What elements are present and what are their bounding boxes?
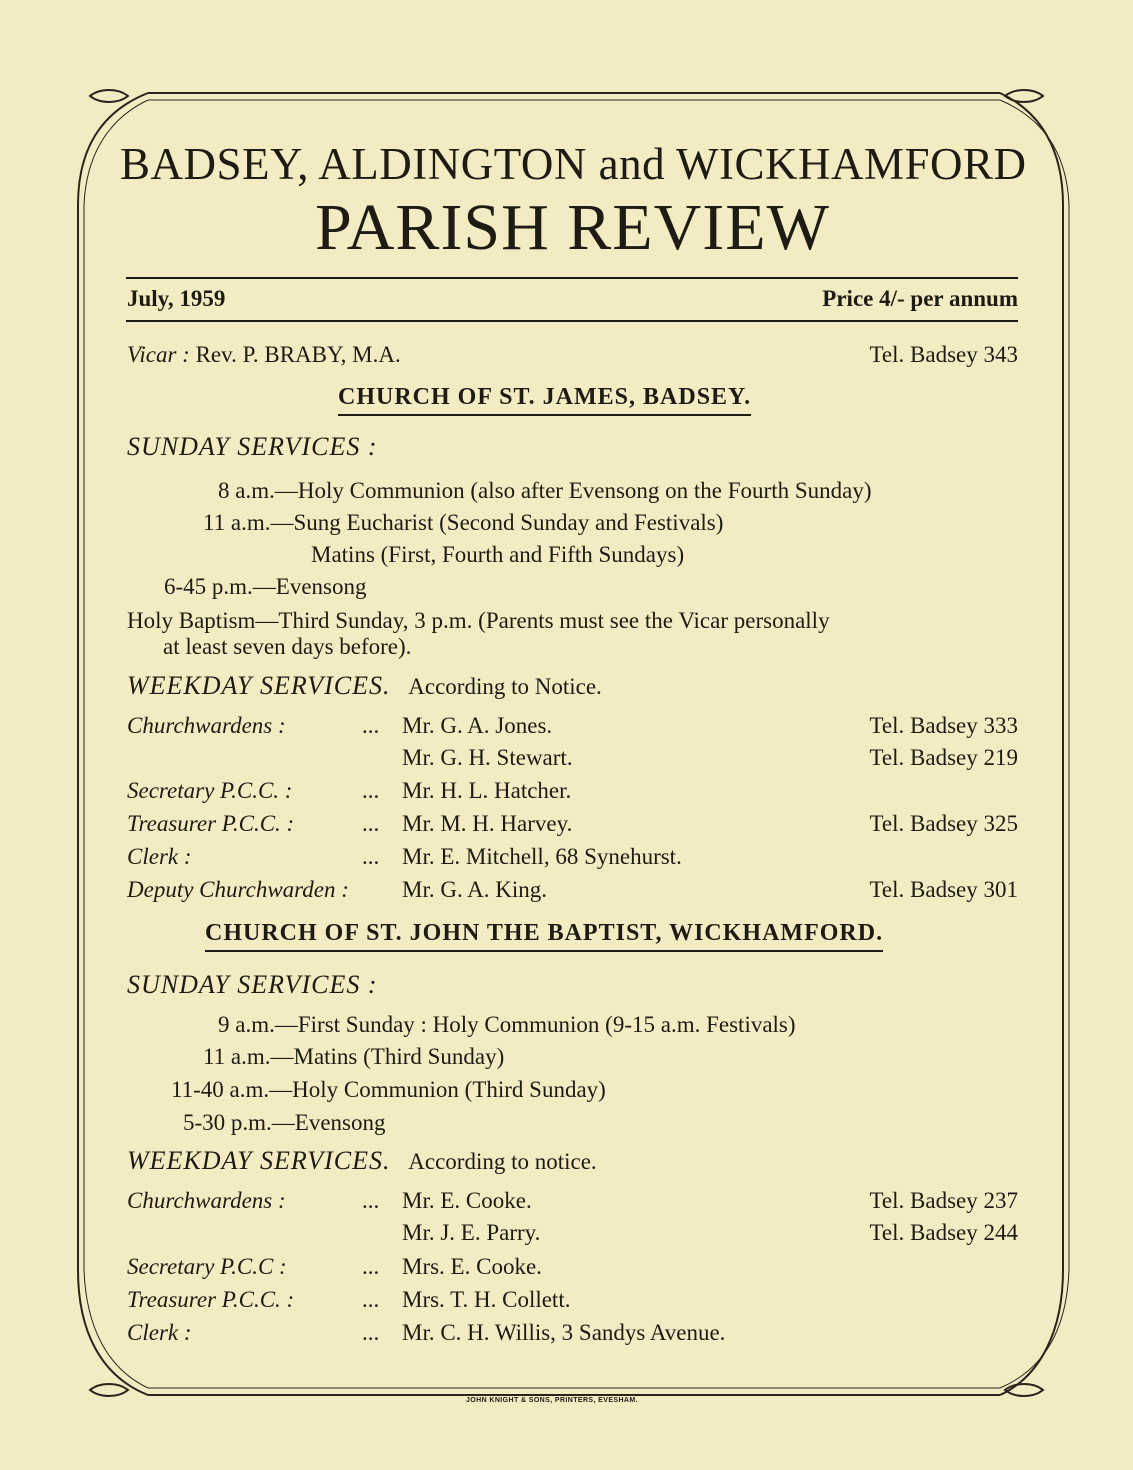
officer-name: Mrs. E. Cooke. — [402, 1254, 542, 1279]
wickhamford-service: 5-30 p.m.—Evensong — [183, 1110, 386, 1135]
officer-tel: Tel. Badsey 237 — [869, 1188, 1018, 1213]
wickhamford-service: 11 a.m.—Matins (Third Sunday) — [203, 1044, 505, 1069]
badsey-service: Matins (First, Fourth and Fifth Sundays) — [311, 542, 685, 567]
officer-name: Mrs. T. H. Collett. — [402, 1287, 571, 1312]
vicar-role: Vicar : — [127, 342, 190, 367]
badsey-heading: CHURCH OF ST. JAMES, BADSEY. — [338, 384, 751, 416]
officer-dots: ... — [362, 1188, 380, 1213]
badsey-baptism: Holy Baptism—Third Sunday, 3 p.m. (Parents must see the Vicar personally — [127, 608, 830, 633]
vicar-tel: Tel. Badsey 343 — [869, 342, 1018, 367]
officer-role: Treasurer P.C.C. : — [127, 1287, 295, 1312]
officer-name: Mr. C. H. Willis, 3 Sandys Avenue. — [402, 1320, 726, 1345]
badsey-service: 8 a.m.—Holy Communion (also after Evensong on the Fourth Sunday) — [218, 478, 872, 503]
officer-dots: ... — [362, 1287, 380, 1312]
wickhamford-sunday-label: SUNDAY SERVICES : — [127, 970, 378, 999]
officer-tel: Tel. Badsey 333 — [869, 713, 1018, 738]
price: Price 4/- per annum — [822, 286, 1018, 311]
officer-dots: ... — [362, 778, 380, 803]
badsey-sunday-label: SUNDAY SERVICES : — [127, 432, 378, 461]
vicar-name: Rev. P. BRABY, M.A. — [195, 342, 401, 367]
wickhamford-service: 9 a.m.—First Sunday : Holy Communion (9-15 a.m. Festivals) — [218, 1012, 796, 1037]
officer-tel: Tel. Badsey 301 — [869, 877, 1018, 902]
officer-dots: ... — [362, 811, 380, 836]
wickhamford-weekday-label: WEEKDAY SERVICES. — [127, 1146, 391, 1175]
officer-name: Mr. J. E. Parry. — [402, 1220, 541, 1245]
wickhamford-weekday — [127, 1147, 597, 1175]
wickhamford-service: 11-40 a.m.—Holy Communion (Third Sunday) — [171, 1077, 606, 1102]
officer-role: Clerk : — [127, 1320, 192, 1345]
officer-role: Treasurer P.C.C. : — [127, 811, 295, 836]
officer-dots: ... — [362, 1254, 380, 1279]
officer-dots: ... — [362, 844, 380, 869]
masthead-parishes: BADSEY, ALDINGTON and WICKHAMFORD — [120, 139, 1027, 189]
vicar-line — [127, 341, 401, 368]
printer-imprint: JOHN KNIGHT & SONS, PRINTERS, EVESHAM. — [466, 1397, 638, 1404]
officer-name: Mr. G. H. Stewart. — [402, 745, 573, 770]
masthead-title: PARISH REVIEW — [315, 191, 830, 264]
top-rule — [126, 277, 1018, 279]
badsey-service: 11 a.m.—Sung Eucharist (Second Sunday and Festivals) — [203, 510, 724, 535]
badsey-weekday-text: According to Notice. — [408, 674, 602, 699]
officer-dots: ... — [362, 713, 380, 738]
officer-tel: Tel. Badsey 325 — [869, 811, 1018, 836]
second-rule — [126, 320, 1018, 322]
officer-name: Mr. H. L. Hatcher. — [402, 778, 572, 803]
officer-role: Churchwardens : — [127, 713, 286, 738]
wickhamford-weekday-text: According to notice. — [408, 1149, 597, 1174]
officer-name: Mr. E. Mitchell, 68 Synehurst. — [402, 844, 682, 869]
officer-name: Mr. E. Cooke. — [402, 1188, 532, 1213]
officer-name: Mr. M. H. Harvey. — [402, 811, 573, 836]
officer-role: Clerk : — [127, 844, 192, 869]
officer-name: Mr. G. A. King. — [402, 877, 548, 902]
officer-name: Mr. G. A. Jones. — [402, 713, 553, 738]
badsey-weekday-label: WEEKDAY SERVICES. — [127, 671, 391, 700]
issue-date: July, 1959 — [127, 286, 226, 311]
officer-dots: ... — [362, 1320, 380, 1345]
wickhamford-heading: CHURCH OF ST. JOHN THE BAPTIST, WICKHAMFORD. — [205, 920, 883, 952]
officer-role: Churchwardens : — [127, 1188, 286, 1213]
officer-tel: Tel. Badsey 219 — [869, 745, 1018, 770]
officer-role: Secretary P.C.C. : — [127, 778, 293, 803]
badsey-baptism: at least seven days before). — [163, 634, 412, 659]
badsey-service: 6-45 p.m.—Evensong — [164, 574, 367, 599]
officer-tel: Tel. Badsey 244 — [869, 1220, 1018, 1245]
badsey-weekday — [127, 672, 602, 700]
officer-role: Secretary P.C.C : — [127, 1254, 287, 1279]
officer-role: Deputy Churchwarden : — [127, 877, 349, 902]
